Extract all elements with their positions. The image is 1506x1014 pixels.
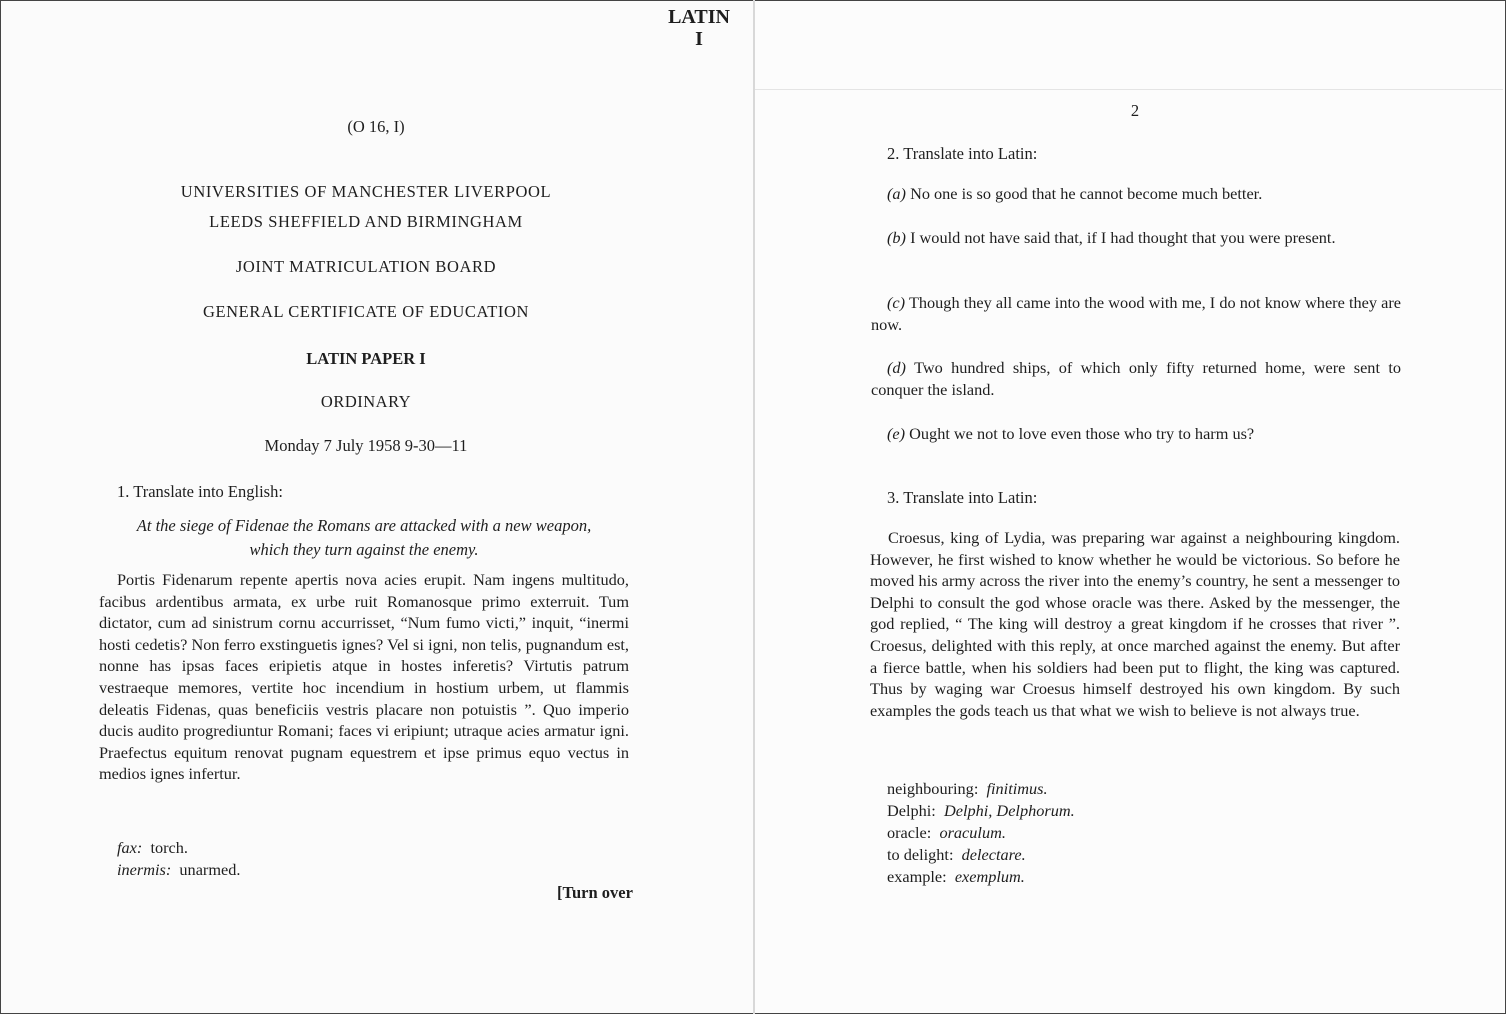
gloss-entry: Delphi: Delphi, Delphorum. bbox=[887, 801, 1075, 820]
question-3-glossary bbox=[887, 778, 1075, 888]
gloss-entry: to delight: delectare. bbox=[887, 845, 1026, 864]
gloss-entry: fax: torch. bbox=[117, 838, 188, 857]
gloss-entry: inermis: unarmed. bbox=[117, 860, 241, 879]
question-3-heading: 3. Translate into Latin: bbox=[887, 488, 1038, 507]
board-line-3: JOINT MATRICULATION BOARD bbox=[235, 257, 497, 276]
question-2-item-a: (a) No one is so good that he cannot become much better. bbox=[887, 184, 1263, 203]
question-1-glossary bbox=[117, 837, 240, 881]
question-2-item-d: (d) Two hundred ships, of which only fifty returned home, were sent to conquer the island. bbox=[871, 358, 1401, 399]
question-1-intro-line-2: which they turn against the enemy. bbox=[249, 540, 479, 559]
question-2-item-e: (e) Ought we not to love even those who try to harm us? bbox=[887, 424, 1255, 443]
gloss-entry: oracle: oraculum. bbox=[887, 823, 1006, 842]
page-number: 2 bbox=[1130, 101, 1140, 120]
board-line-2: LEEDS SHEFFIELD AND BIRMINGHAM bbox=[209, 212, 523, 231]
gloss-entry: neighbouring: finitimus. bbox=[887, 779, 1048, 798]
question-3-passage: Croesus, king of Lydia, was preparing war against a neighbouring kingdom. However, he first wished to know whether he would be victorious. So before he moved his army across the river into the enemy’s country, he sent a messenger to Delphi to consult the god whose oracle was there. Asked by the messenger, the god replied, “ The king will destroy a great kingdom if he crosses that river ”. Croesus, delighted with this reply, at once marched against the enemy. But after a fierce battle, when his soldiers had been put to flight, the king was captured. Thus by waging war Croesus himself destroyed his own kingdom. By such examples the gods teach us that what we wish to believe is not always true. bbox=[870, 528, 1400, 720]
turn-over-note: [Turn over bbox=[557, 883, 633, 902]
board-line-4: GENERAL CERTIFICATE OF EDUCATION bbox=[202, 302, 530, 321]
question-1-passage: Portis Fidenarum repente apertis nova acies erupit. Nam ingens multitudo, facibus ardentibus armata, ex urbe ruit Romanosque primo exterruit. Tum dictator, cum ad sinistrum cornu accurrisset, “Num fumo victi,” inquit, “inermi hosti cedetis? Non ferro exstinguetis ignes? Vel si igni, non telis, pugnandum est, nonne has ipsas faces eripietis atque in hostes inferetis? Virtutis patrum vestraeque memores, vertite hoc incendium in hostium urbem, ut flammis deleatis Fidenas, quas beneficiis vestris placare non potuistis ”. Quo imperio ducis audito progrediuntur Romani; faces vi eripiunt; utraque acies armatur igni. Praefectus equitum renovat pugnam equestrem et ipse primus equo vectus in medios ignes infertur. bbox=[99, 570, 629, 784]
question-2-item-c: (c) Though they all came into the wood with me, I do not know where they are now. bbox=[871, 293, 1401, 334]
paper-level: ORDINARY bbox=[320, 392, 412, 411]
paper-code: (O 16, I) bbox=[347, 117, 405, 136]
question-1-intro-line-1: At the siege of Fidenae the Romans are attacked with a new weapon, bbox=[136, 516, 592, 535]
paper-number-label: I bbox=[695, 28, 703, 50]
board-line-1: UNIVERSITIES OF MANCHESTER LIVERPOOL bbox=[180, 182, 552, 201]
exam-date: Monday 7 July 1958 9-30—11 bbox=[264, 436, 468, 455]
paper-title: LATIN PAPER I bbox=[306, 349, 426, 368]
question-2-item-b: (b) I would not have said that, if I had thought that you were present. bbox=[887, 228, 1336, 247]
question-2-heading: 2. Translate into Latin: bbox=[887, 144, 1038, 163]
subject-corner-label bbox=[654, 6, 744, 50]
gloss-entry: example: exemplum. bbox=[887, 867, 1025, 886]
right-page bbox=[755, 1, 1503, 1011]
subject-label: LATIN bbox=[668, 6, 730, 28]
left-page bbox=[1, 1, 753, 1013]
question-1-heading: 1. Translate into English: bbox=[117, 482, 283, 501]
